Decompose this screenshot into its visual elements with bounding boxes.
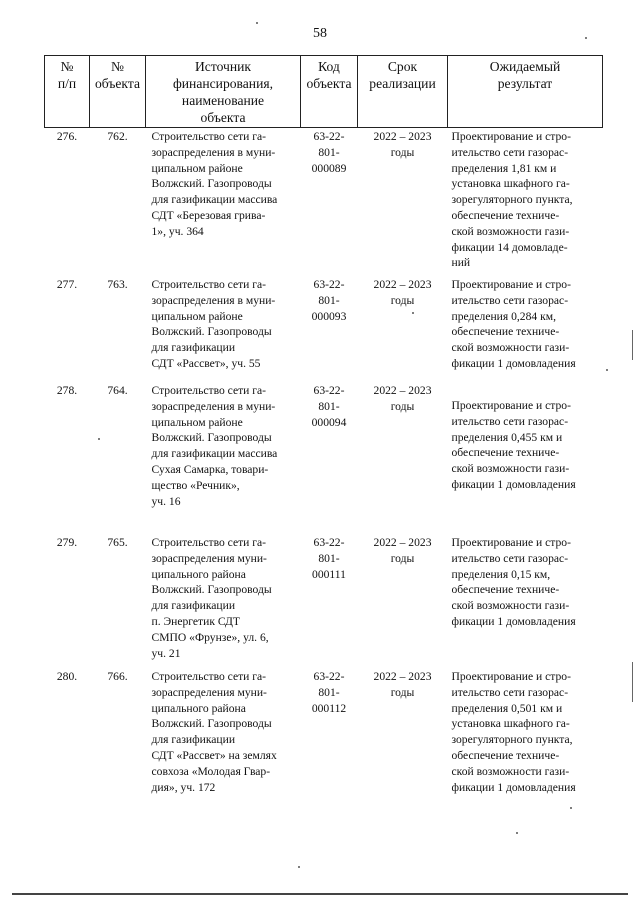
table-row (45, 667, 603, 799)
header-source: Источник финансирования, наименование объекта (146, 56, 301, 128)
row-source: Строительство сети га- зораспределения в муни- ципальном районе Волжский. Газопроводы для газификации СДТ «Рассвет», уч. 55 (151, 278, 276, 370)
scan-speck (412, 312, 414, 314)
row-code: 63-22- 801- 000094 (311, 384, 347, 429)
scan-speck (606, 369, 608, 371)
scan-margin-mark (632, 330, 633, 360)
table-row (45, 381, 603, 533)
row-source: Строительство сети га- зораспределения в муни- ципальном районе Волжский. Газопроводы для газификации массива Сухая Самарка, товари- щество «Речник», уч. 16 (151, 384, 278, 508)
row-source: Строительство сети га- зораспределения в муни- ципальном районе Волжский. Газопроводы для газификации массива СДТ «Березовая грива- 1», уч. 364 (151, 130, 278, 238)
row-num: 277. (56, 278, 78, 291)
table-row (45, 533, 603, 667)
row-term: 2022 – 2023 годы (373, 536, 432, 565)
row-code: 63-22- 801- 000112 (311, 670, 347, 715)
header-term: Срок реализации (358, 56, 448, 128)
scan-speck (98, 438, 100, 440)
row-code: 63-22- 801- 000093 (311, 278, 347, 323)
row-result: Проектирование и стро- ительство сети газорас- пределения 1,81 км и установка шкафного га- зорегуляторного пункта, обеспечение техниче- ской возможности гази- фикации 14 домовладе- ний (451, 130, 573, 270)
header-code: Код объекта (301, 56, 358, 128)
scan-speck (585, 37, 587, 39)
row-object-num: 762. (107, 130, 128, 143)
row-result: Проектирование и стро- ительство сети газорас- пределения 0,15 км, обеспечение техниче- ской возможности гази- фикации 1 домовладения (451, 536, 576, 628)
row-result: Проектирование и стро- ительство сети газорас- пределения 0,284 км, обеспечение техниче- ской возможности гази- фикации 1 домовладения (451, 278, 576, 370)
table-header-row (45, 56, 603, 128)
table-row (45, 275, 603, 381)
row-term: 2022 – 2023 годы (373, 278, 432, 307)
row-result: Проектирование и стро- ительство сети газорас- пределения 0,501 км и установка шкафного га- зорегуляторного пункта, обеспечение техниче- ской возможности гази- фикации 1 домовладения (451, 670, 576, 794)
row-result: Проектирование и стро- ительство сети газорас- пределения 0,455 км и обеспечение техниче- ской возможности гази- фикации 1 домовладения (451, 399, 576, 491)
page-number: 58 (313, 26, 327, 41)
row-num: 276. (56, 130, 78, 143)
row-num: 280. (56, 670, 78, 683)
header-result: Ожидаемый результат (448, 56, 603, 128)
objects-table (44, 55, 603, 799)
row-object-num: 766. (107, 670, 128, 683)
row-term: 2022 – 2023 годы (373, 384, 432, 413)
scan-speck (256, 22, 258, 24)
scan-bottom-edge (12, 893, 628, 895)
row-code: 63-22- 801- 000111 (312, 536, 346, 581)
scan-speck (570, 807, 572, 809)
row-object-num: 765. (107, 536, 128, 549)
row-num: 279. (56, 536, 78, 549)
row-num: 278. (56, 384, 78, 397)
row-term: 2022 – 2023 годы (373, 130, 432, 159)
row-source: Строительство сети га- зораспределения муни- ципального района Волжский. Газопроводы для газификации п. Энергетик СДТ СМПО «Фрунзе», ул. 6, уч. 21 (151, 536, 272, 660)
row-object-num: 763. (107, 278, 128, 291)
table-row (45, 128, 603, 276)
row-object-num: 764. (107, 384, 128, 397)
row-source: Строительство сети га- зораспределения муни- ципального района Волжский. Газопроводы для газификации СДТ «Рассвет» на землях совхоза «Молодая Гвар- дия», уч. 172 (151, 670, 277, 794)
scan-speck (516, 832, 518, 834)
row-term: 2022 – 2023 годы (373, 670, 432, 699)
header-object-num: № объекта (90, 56, 146, 128)
row-code: 63-22- 801- 000089 (311, 130, 347, 175)
header-num: № п/п (45, 56, 90, 128)
scan-margin-mark (632, 662, 633, 702)
scan-speck (298, 866, 300, 868)
